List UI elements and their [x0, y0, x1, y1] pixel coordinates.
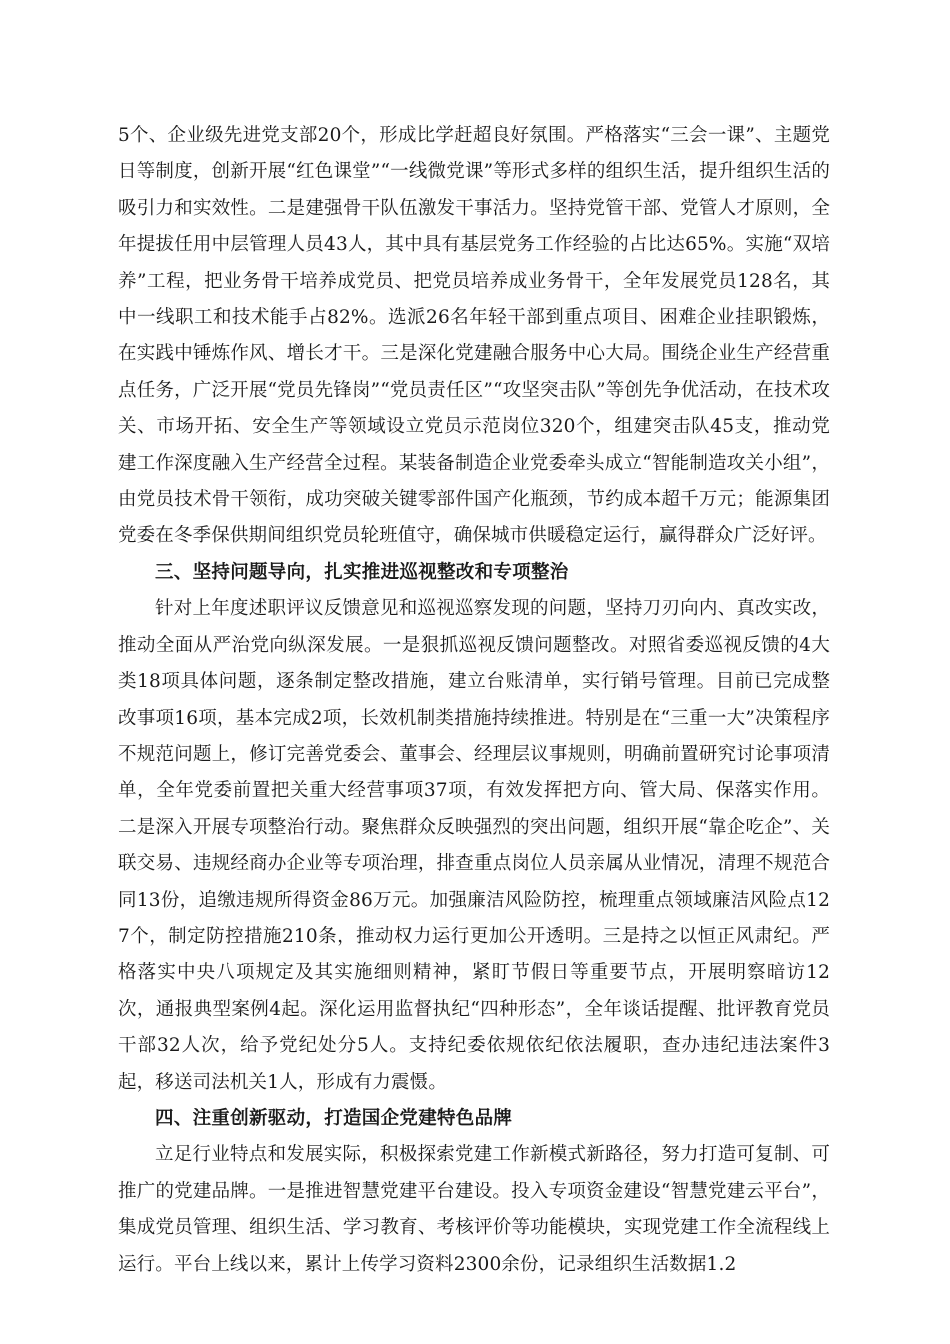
paragraph-section-4: 立足行业特点和发展实际，积极探索党建工作新模式新路径，努力打造可复制、可推广的党建品牌。一是推进智慧党建平台建设。投入专项资金建设“智慧党建云平台”，集成党员管理、组织生活、学习教育、考核评价等功能模块，实现党建工作全流程线上运行。平台上线以来，累计上传学习资料2300余份，记录组织生活数据1.2: [118, 1144, 830, 1275]
section-heading-4: 四、注重创新驱动，打造国企党建特色品牌: [155, 1107, 513, 1129]
document-body: [118, 118, 830, 1283]
section-heading-3: 三、坚持问题导向，扎实推进巡视整改和专项整治: [155, 561, 569, 583]
paragraph-continuation: 5个、企业级先进党支部20个，形成比学赶超良好氛围。严格落实“三会一课”、主题党日等制度，创新开展“红色课堂”“一线微党课”等形式多样的组织生活，提升组织生活的吸引力和实效性。二是建强骨干队伍激发干事活力。坚持党管干部、党管人才原则，全年提拔任用中层管理人员43人，其中具有基层党务工作经验的占比达65%。实施“双培养”工程，把业务骨干培养成党员、把党员培养成业务骨干，全年发展党员128名，其中一线职工和技术能手占82%。选派26名年轻干部到重点项目、困难企业挂职锻炼，在实践中锤炼作风、增长才干。三是深化党建融合服务中心大局。围绕企业生产经营重点任务，广泛开展“党员先锋岗”“党员责任区”“攻坚突击队”等创先争优活动，在技术攻关、市场开拓、安全生产等领域设立党员示范岗位320个，组建突击队45支，推动党建工作深度融入生产经营全过程。某装备制造企业党委牵头成立“智能制造攻关小组”，由党员技术骨干领衔，成功突破关键零部件国产化瓶颈，节约成本超千万元；能源集团党委在冬季保供期间组织党员轮班值守，确保城市供暖稳定运行，赢得群众广泛好评。: [118, 125, 830, 547]
paragraph-section-3: 针对上年度述职评议反馈意见和巡视巡察发现的问题，坚持刀刃向内、真改实改，推动全面从严治党向纵深发展。一是狠抓巡视反馈问题整改。对照省委巡视反馈的4大类18项具体问题，逐条制定整改措施，建立台账清单，实行销号管理。目前已完成整改事项16项，基本完成2项，长效机制类措施持续推进。特别是在“三重一大”决策程序不规范问题上，修订完善党委会、董事会、经理层议事规则，明确前置研究讨论事项清单，全年党委前置把关重大经营事项37项，有效发挥把方向、管大局、保落实作用。二是深入开展专项整治行动。聚焦群众反映强烈的突出问题，组织开展“靠企吃企”、关联交易、违规经商办企业等专项治理，排查重点岗位人员亲属从业情况，清理不规范合同13份，追缴违规所得资金86万元。加强廉洁风险防控，梳理重点领域廉洁风险点127个，制定防控措施210条，推动权力运行更加公开透明。三是持之以恒正风肃纪。严格落实中央八项规定及其实施细则精神，紧盯节假日等重要节点，开展明察暗访12次，通报典型案例4起。深化运用监督执纪“四种形态”，全年谈话提醒、批评教育党员干部32人次，给予党纪处分5人。支持纪委依规依纪依法履职，查办违纪违法案件3起，移送司法机关1人，形成有力震慑。: [118, 598, 830, 1093]
